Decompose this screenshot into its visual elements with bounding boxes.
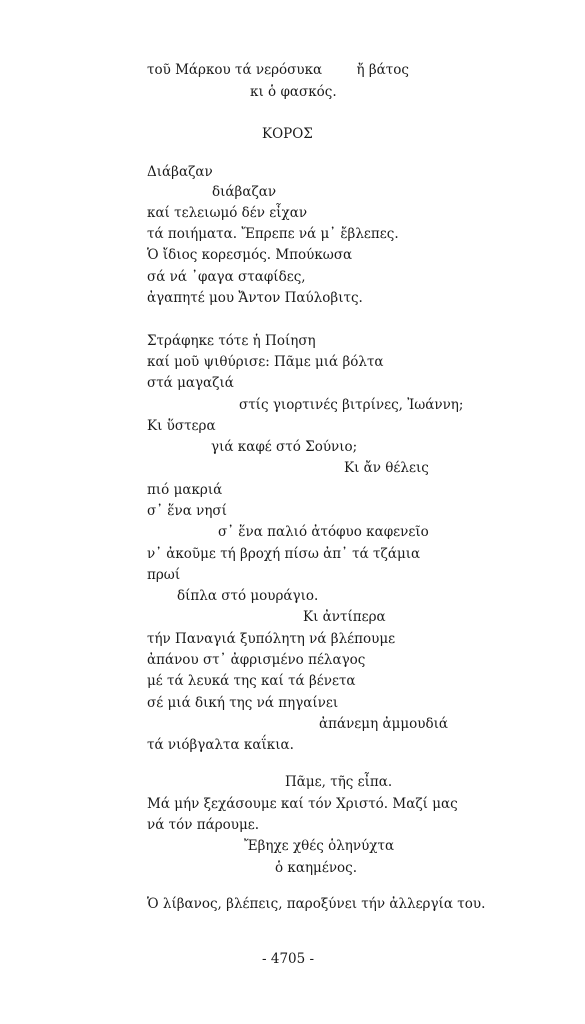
verse-line: καί τελειωμό δέν εἶχαν [147, 205, 308, 221]
verse-line: Στράφηκε τότε ἡ Ποίηση [147, 333, 316, 349]
verse-line: τά ποιήματα. Ἔπρεπε νά μ᾽ ἔβλεπες. [147, 226, 399, 242]
verse-line: Κι ἀντίπερα [303, 609, 386, 625]
verse-line: Κι ὕστερα [147, 418, 216, 434]
verse-line: διάβαζαν [212, 184, 277, 200]
verse-line: ὁ καημένος. [275, 860, 358, 876]
verse-line: μέ τά λευκά της καί τά βένετα [147, 673, 356, 689]
page-number: - 4705 - [262, 951, 315, 967]
verse-line: ν᾽ ἀκοῦμε τή βροχή πίσω ἀπ᾽ τά τζάμια [147, 546, 421, 562]
verse-line: στίς γιορτινές βιτρίνες, Ἰωάννη; [239, 397, 464, 413]
verse-line: ἀπάνου στ᾽ ἀφρισμένο πέλαγος [147, 652, 366, 668]
verse-line: ἀπάνεμη ἀμμουδιά [319, 716, 448, 732]
verse-line: σ᾽ ἕνα παλιό ἀτόφυο καφενεῖο [218, 524, 429, 540]
verse-line: τά νιόβγαλτα καΐκια. [147, 737, 294, 753]
verse-line: Ὁ ἴδιος κορεσμός. Μπούκωσα [147, 247, 353, 263]
verse-line: σέ μιά δική της νά πηγαίνει [147, 695, 339, 711]
verse-line: τήν Παναγιά ξυπόλητη νά βλέπουμε [147, 631, 396, 647]
verse-line: στά μαγαζιά [147, 375, 234, 391]
verse-line: Ὁ λίβανος, βλέπεις, παροξύνει τήν ἀλλεργία του. [147, 896, 486, 912]
verse-line: σ᾽ ἕνα νησί [147, 503, 227, 519]
verse-line: δίπλα στό μουράγιο. [177, 588, 319, 604]
verse-line: πιό μακριά [147, 482, 223, 498]
verse-line: πρωί [147, 567, 181, 583]
verse-line: Κι ἄν θέλεις [344, 460, 429, 476]
verse-line: νά τόν πάρουμε. [147, 817, 260, 833]
verse-line: Ἔβηχε χθές ὁληνύχτα [244, 838, 395, 854]
verse-line: σά νά ᾽φαγα σταφίδες, [147, 269, 306, 285]
verse-line: Διάβαζαν [147, 164, 213, 180]
verse-line: κι ὁ φασκός. [250, 84, 337, 100]
verse-line: ἀγαπητέ μου Ἄντον Παύλοβιτς. [147, 290, 363, 306]
verse-line: γιά καφέ στό Σούνιο; [211, 439, 358, 455]
verse-line: Πᾶμε, τῆς εἶπα. [285, 774, 393, 790]
verse-line: Μά μήν ξεχάσουμε καί τόν Χριστό. Μαζί μας [147, 796, 458, 812]
verse-line: καί μοῦ ψιθύρισε: Πᾶμε μιά βόλτα [147, 354, 384, 370]
verse-line: τοῦ Μάρκου τά νερόσυκα ἤ βάτος [147, 62, 409, 78]
section-heading: ΚΟΡΟΣ [262, 126, 313, 142]
